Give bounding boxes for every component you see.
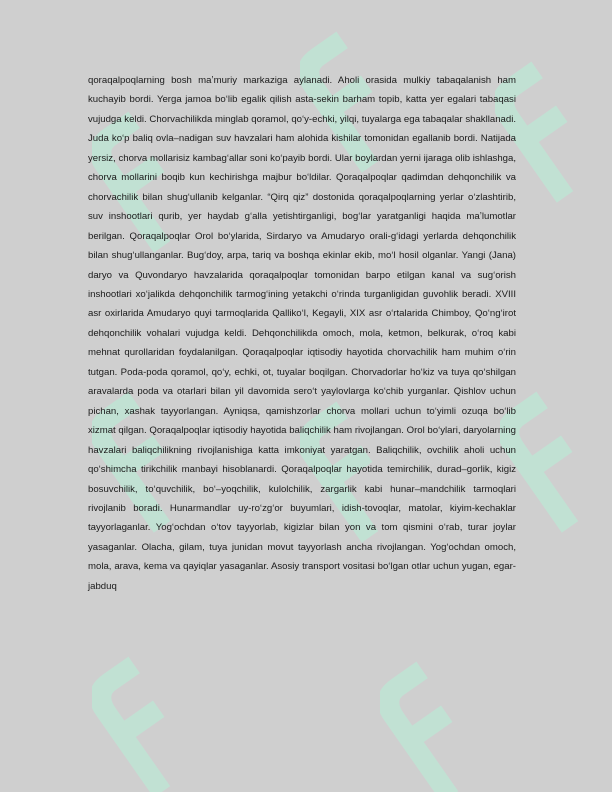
leaf-watermark-icon: [92, 655, 182, 792]
body-paragraph: qoraqalpoqlarning bosh maʼmuriy markaziga aylanadi. Aholi orasida mulkiy tabaqalanish ham kuchayib bordi. Yerga jamoa boʻlib egalik qilish asta-sekin barham topib, katta yer egalari tabaqasi vujudga keldi. Chorvachilikda minglab qoramol, qoʻy-echki, yilqi, tuyalarga ega tabaqalar shakllanadi. Juda koʻp baliq ovla–nadigan suv havzalari ham alohida kishilar tomonidan egallanib bordi. Natijada yersiz, chorva mollarisiz kambagʻallar soni koʻpayib bordi. Ular boylardan yerni ijaraga olib ishlashga, chorva mollarini boqib kun kechirishga majbur boʻldilar. Qoraqalpoqlar qadimdan dehqonchilik va chorvachilik bilan shugʻullanib kelganlar. “Qirq qiz” dostonida qoraqalpoqlarning yerlar oʻzlashtirib, suv inshootlari qurib, yer haydab gʻalla yetishtirganligi, bogʻlar yaratganligi haqida maʼlumotlar berilgan. Qoraqalpoqlar Orol boʻylarida, Sirdaryo va Amudaryo orali-gʻidagi yerlarda dehqonchilik bilan shugʻullanganlar. Bugʻdoy, arpa, tariq va boshqa ekinlar ekib, moʻl hosil olganlar. Yangi (Jana) daryo va Quvondaryo havzalarida qoraqalpoqlar tomonidan barpo etilgan kanal va sugʻorish inshootlari xoʻjalikda dehqonchilik tarmogʻining yetakchi oʻrinda turganligidan guvohlik beradi. XVIII asr oxirlarida Amudaryo quyi tarmoqlarida Qalliko‘l, Kegayli, XIX asr oʻrtalarida Chimboy, Qoʻngʻirot dehqonchilik vohalari vujudga keldi. Dehqonchilikda omoch, mola, ketmon, belkurak, oʻroq kabi mehnat qurollaridan foydalanilgan. Qoraqalpoqlar iqtisodiy hayotida chorvachilik ham muhim oʻrin tutgan. Poda-poda qoramol, qoʻy, echki, ot, tuyalar boqilgan. Chorvadorlar hoʻkiz va tuya qoʻshilgan aravalarda poda va otarlari bilan yil davomida seroʻt yaylovlarga koʻchib yurganlar. Qishlov uchun pichan, xashak tayyorlangan. Ayniqsa, qamishzorlar chorva mollari uchun toʻyimli ozuqa boʻlib xizmat qilgan. Qoraqalpoqlar iqtisodiy hayotida baliqchilik ham rivojlangan. Orol boʻylari, daryolarning havzalari baliqchilikning rivojlanishiga katta imkoniyat yaratgan. Baliqchilik, ovchilik aholi uchun qoʻshimcha tirikchilik manbayi hisoblanardi. Qoraqalpoqlar hayotida temirchilik, durad–gorlik, kigiz bosuvchilik, toʻquvchilik, boʻ–yoqchilik, kulolchilik, zargarlik kabi hunar–mandchilik tarmoqlari rivojlanib boradi. Hunarmandlar uy-roʻzgʻor buyumlari, idish-tovoqlar, matolar, kiyim-kechaklar tayyorlaganlar. Yogʻochdan oʻtov tayyorlab, kigizlar bilan yon va tom qismini oʻrab, turar joylar yasaganlar. Olacha, gilam, tuya junidan movut tayyorlash ancha rivojlangan. Yogʻochdan omoch, mola, arava, kema va qayiqlar yasaganlar. Asosiy transport vositasi boʻlgan otlar uchun yugan, egar-jabduq: [88, 75, 516, 592]
leaf-watermark-icon: [380, 660, 470, 792]
